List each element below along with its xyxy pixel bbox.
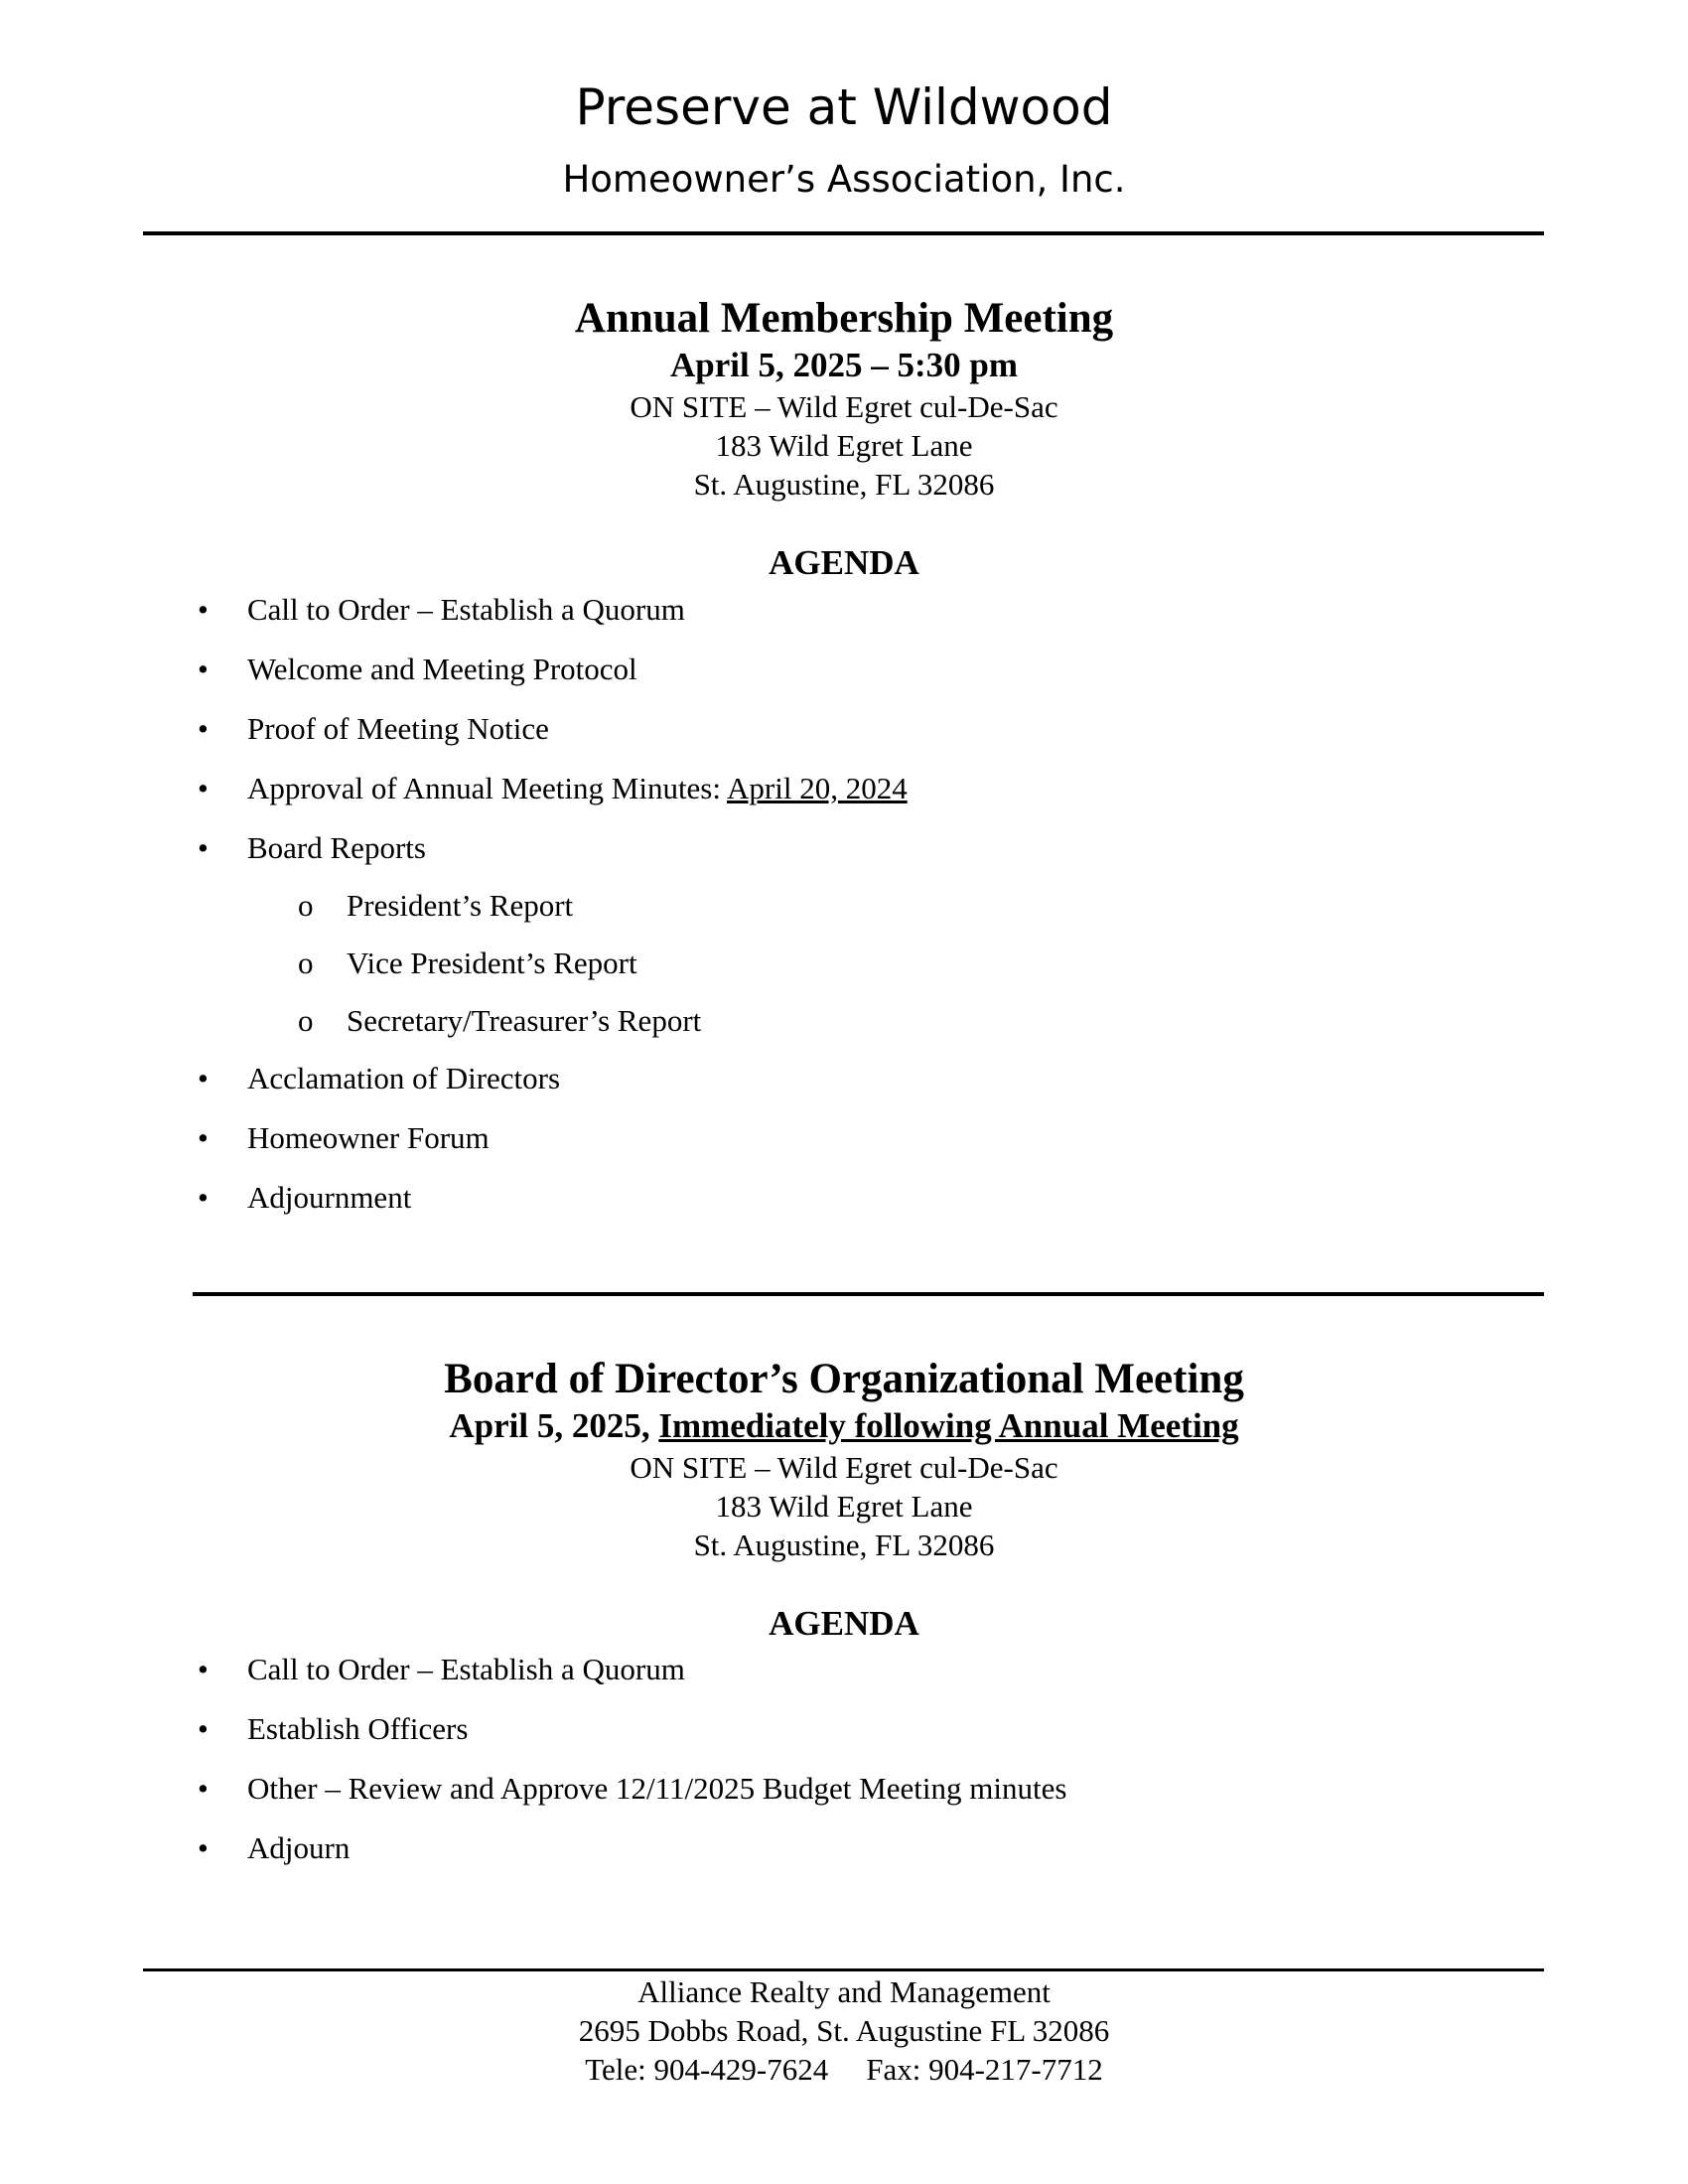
board-meeting-header: [0, 1355, 1688, 1564]
agenda-item-text: [247, 771, 908, 806]
bullet: •: [198, 1120, 209, 1155]
footer-tele: Tele: 904-429-7624: [585, 2052, 829, 2087]
agenda-item-label: Approval of Annual Meeting Minutes:: [247, 771, 728, 805]
sub-bullet: o: [298, 946, 314, 980]
agenda-item-text: Establish Officers: [247, 1711, 469, 1746]
agenda-item-text: Homeowner Forum: [247, 1120, 490, 1155]
agenda-subitem-text: Secretary/Treasurer’s Report: [347, 1003, 702, 1038]
bullet: •: [198, 1830, 209, 1865]
bullet: •: [198, 1180, 209, 1215]
agenda-item-text: Call to Order – Establish a Quorum: [247, 592, 685, 627]
bullet: •: [198, 771, 209, 805]
annual-meeting-location: ON SITE – Wild Egret cul-De-Sac: [630, 389, 1058, 424]
annual-meeting-street: 183 Wild Egret Lane: [715, 428, 973, 463]
agenda-item-text: Adjournment: [247, 1180, 412, 1215]
header-divider: [143, 231, 1544, 235]
annual-meeting-city: St. Augustine, FL 32086: [693, 467, 995, 502]
agenda-item-text: Acclamation of Directors: [247, 1061, 561, 1095]
agenda-item-text: Board Reports: [247, 830, 426, 865]
footer-fax: Fax: 904-217-7712: [866, 2052, 1103, 2087]
board-meeting-street: 183 Wild Egret Lane: [715, 1489, 973, 1524]
footer-address: 2695 Dobbs Road, St. Augustine FL 32086: [578, 2013, 1110, 2048]
minutes-date-link[interactable]: April 20, 2024: [727, 771, 908, 805]
sub-bullet: o: [298, 888, 314, 923]
board-agenda-heading: AGENDA: [769, 1604, 919, 1643]
agenda-item-text: Other – Review and Approve 12/11/2025 Budget Meeting minutes: [247, 1771, 1067, 1806]
footer: [0, 1972, 1688, 2089]
footer-company: Alliance Realty and Management: [637, 1974, 1051, 2009]
sub-bullet: o: [298, 1003, 314, 1038]
bullet: •: [198, 1652, 209, 1686]
association-name: Preserve at Wildwood: [575, 78, 1113, 136]
agenda-subitem-text: Vice President’s Report: [347, 946, 637, 980]
annual-meeting-title: Annual Membership Meeting: [574, 295, 1114, 342]
board-meeting-timing: Immediately following Annual Meeting: [658, 1406, 1239, 1445]
board-meeting-date: [0, 1404, 1688, 1448]
agenda-item-text: Adjourn: [247, 1830, 351, 1865]
bullet: •: [198, 652, 209, 686]
bullet: •: [198, 711, 209, 746]
annual-agenda-heading: AGENDA: [769, 543, 919, 582]
annual-meeting-date: April 5, 2025 – 5:30 pm: [670, 346, 1018, 384]
bullet: •: [198, 1771, 209, 1806]
board-meeting-date-prefix: April 5, 2025,: [449, 1406, 659, 1445]
bullet: •: [198, 830, 209, 865]
annual-meeting-header: [0, 294, 1688, 504]
association-subtitle: Homeowner’s Association, Inc.: [562, 158, 1126, 201]
board-meeting-city: St. Augustine, FL 32086: [693, 1528, 995, 1562]
bullet: •: [198, 1711, 209, 1746]
agenda-item-text: Call to Order – Establish a Quorum: [247, 1652, 685, 1686]
agenda-item-text: Proof of Meeting Notice: [247, 711, 549, 746]
footer-divider: [143, 1968, 1544, 1971]
agenda-item-text: Welcome and Meeting Protocol: [247, 652, 637, 686]
footer-contact: [0, 2050, 1688, 2089]
bullet: •: [198, 1061, 209, 1095]
bullet: •: [198, 592, 209, 627]
section-divider: [193, 1292, 1544, 1296]
board-meeting-location: ON SITE – Wild Egret cul-De-Sac: [630, 1450, 1058, 1485]
agenda-subitem-text: President’s Report: [347, 888, 574, 923]
board-meeting-title: Board of Director’s Organizational Meeting: [444, 1356, 1244, 1402]
